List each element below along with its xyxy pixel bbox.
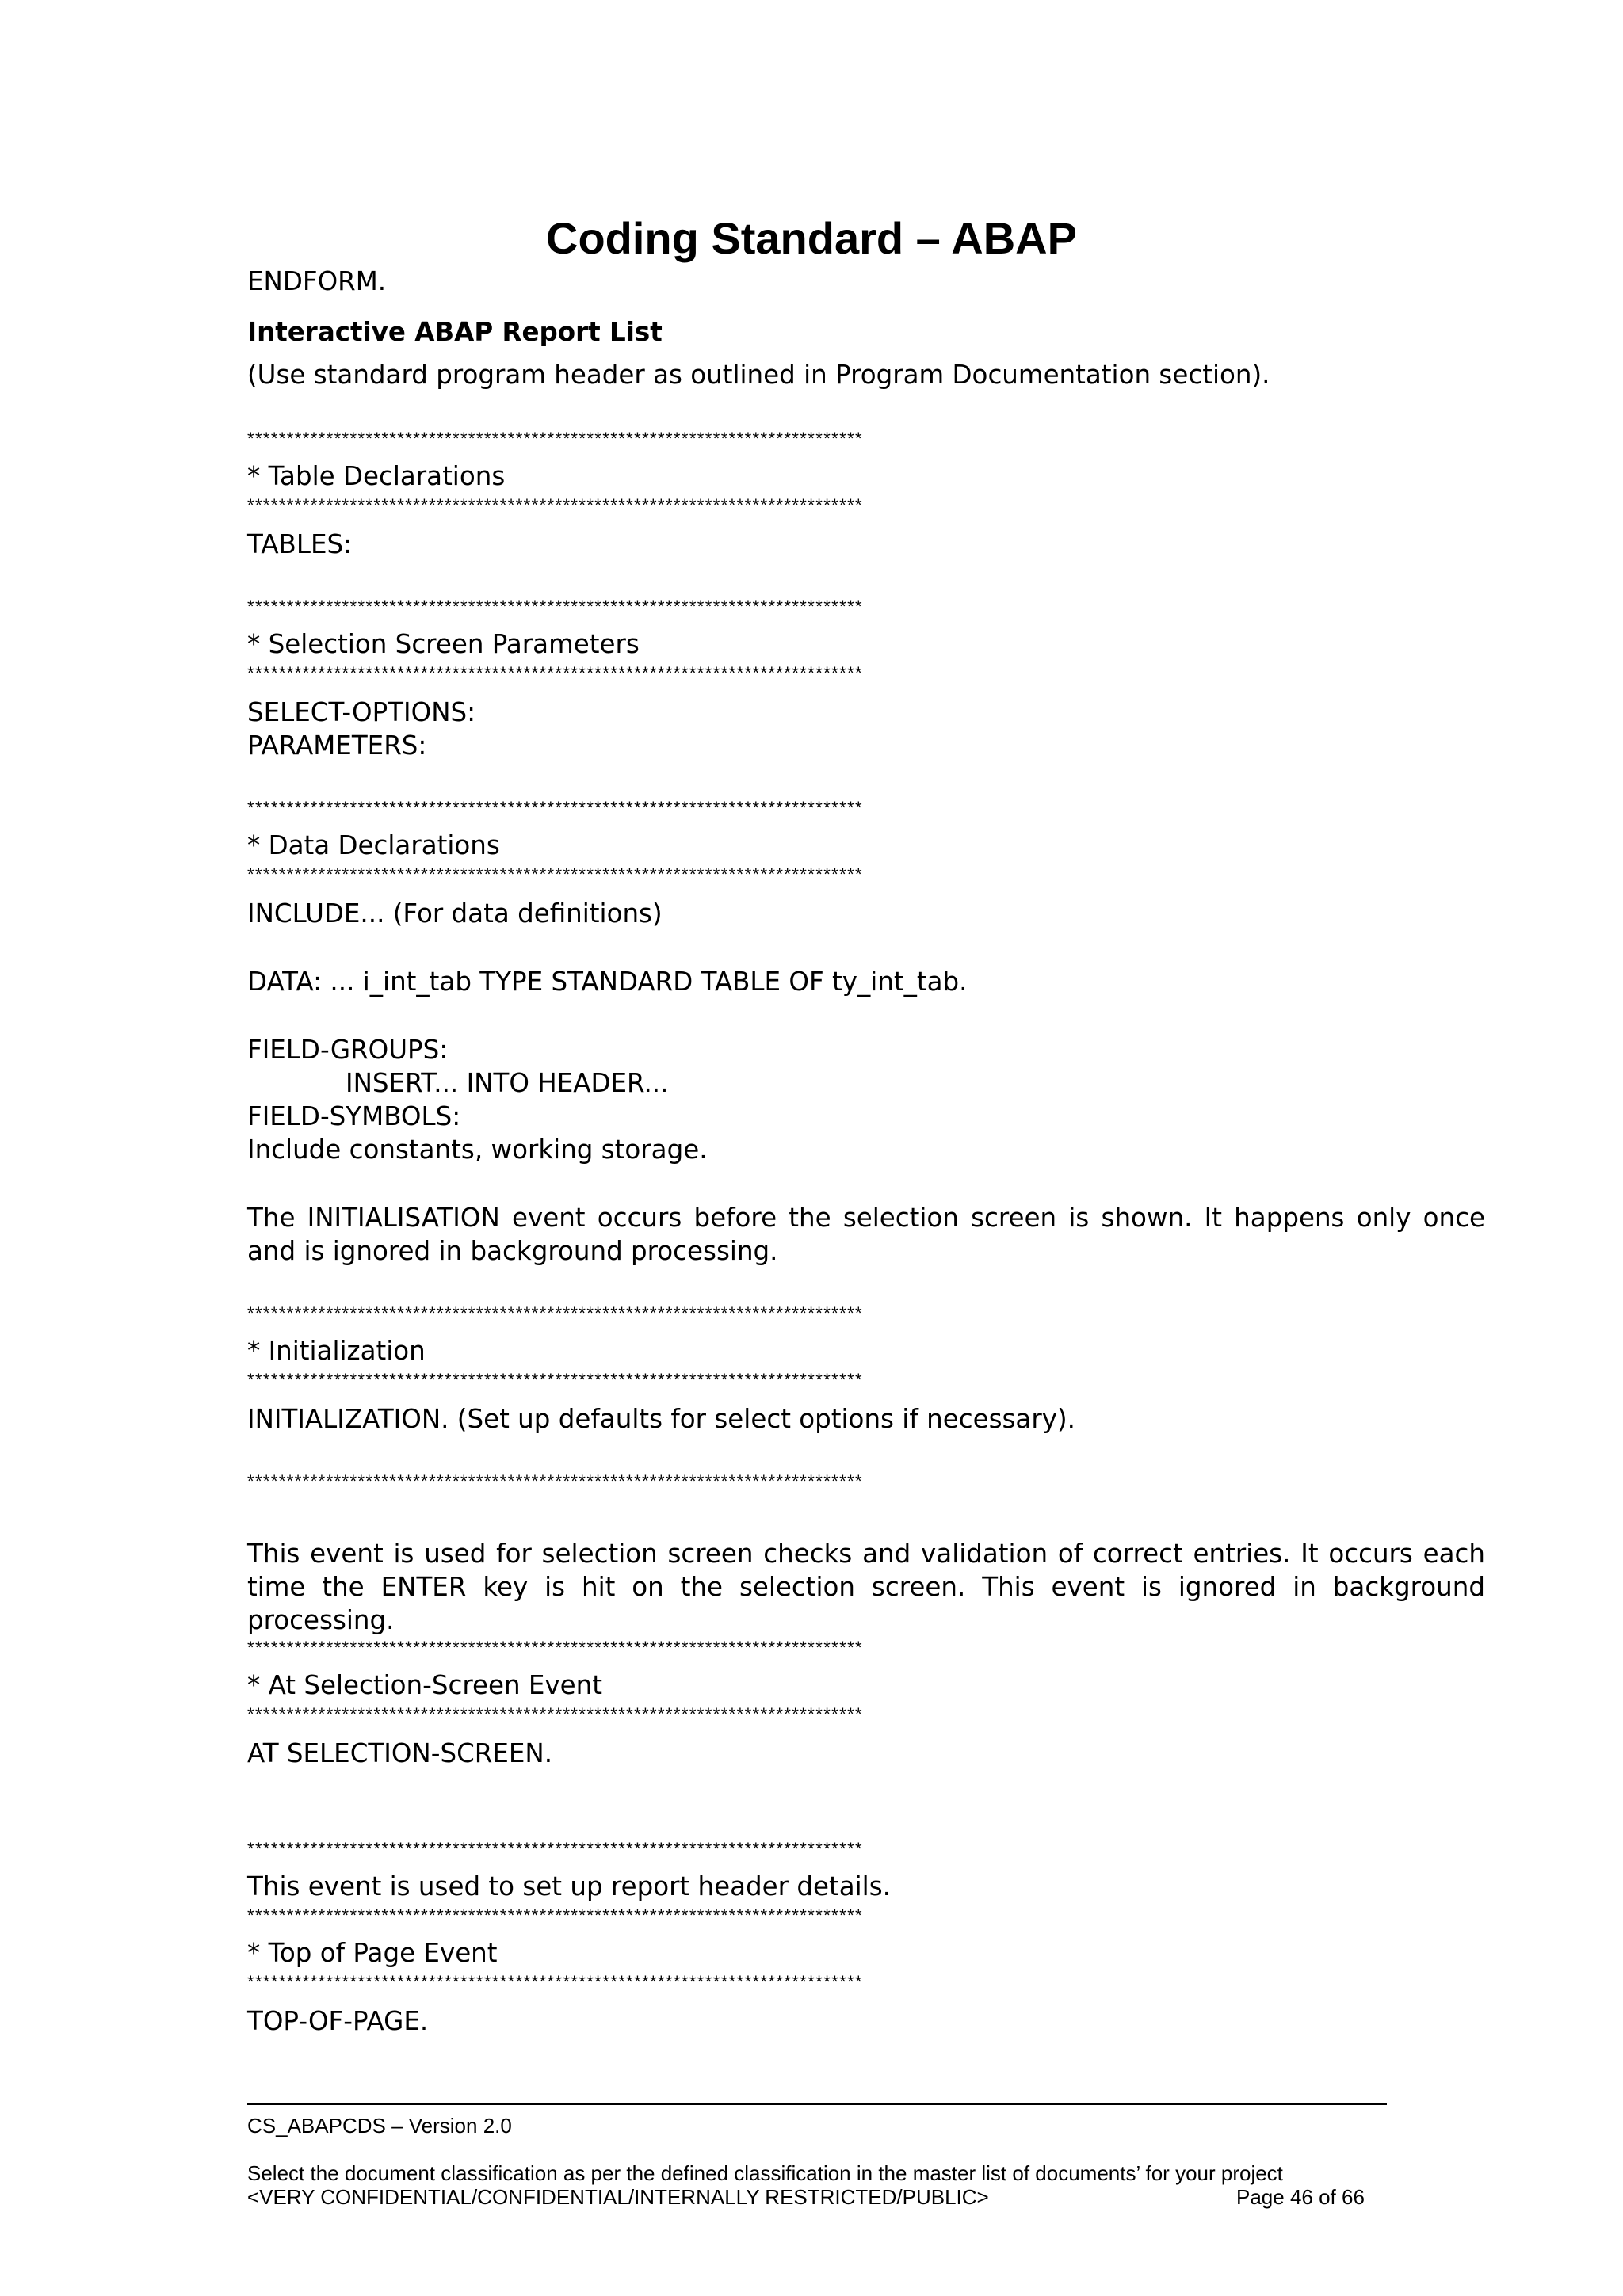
- separator: ******************************************************************************: [247, 429, 863, 448]
- top-of-page-line: TOP-OF-PAGE.: [247, 2006, 429, 2036]
- separator: ******************************************************************************: [247, 864, 863, 884]
- separator: ******************************************************************************: [247, 495, 863, 515]
- separator: ******************************************************************************: [247, 1972, 863, 1992]
- separator: ******************************************************************************: [247, 663, 863, 683]
- initialization-comment: * Initialization: [247, 1336, 426, 1366]
- selection-screen-comment: * Selection Screen Parameters: [247, 629, 640, 659]
- separator: ******************************************************************************: [247, 1370, 863, 1390]
- classification-options: <VERY CONFIDENTIAL/CONFIDENTIAL/INTERNALLY RESTRICTED/PUBLIC>: [247, 2185, 989, 2209]
- selection-screen-paragraph: This event is used for selection screen checks and validation of correct entries. It occurs each time the ENTER key is hit on the selection screen. This event is ignored in background processing.: [247, 1539, 1485, 1635]
- include-line: INCLUDE... (For data definitions): [247, 898, 663, 929]
- page-number: Page 46 of 66: [1236, 2185, 1365, 2209]
- doc-version: CS_ABAPCDS – Version 2.0: [247, 2114, 512, 2138]
- tables-line: TABLES:: [247, 529, 353, 559]
- field-groups-line: FIELD-GROUPS:: [247, 1035, 449, 1065]
- endform-line: ENDFORM.: [247, 266, 387, 296]
- at-selection-screen-line: AT SELECTION-SCREEN.: [247, 1738, 553, 1768]
- footer-divider: [247, 2103, 1387, 2105]
- select-options-line: SELECT-OPTIONS:: [247, 697, 476, 727]
- separator: ******************************************************************************: [247, 1905, 863, 1925]
- separator: ******************************************************************************: [247, 1303, 863, 1323]
- initialization-line: INITIALIZATION. (Set up defaults for select options if necessary).: [247, 1404, 1075, 1434]
- field-symbols-line: FIELD-SYMBOLS:: [247, 1101, 461, 1131]
- data-declarations-comment: * Data Declarations: [247, 830, 500, 860]
- separator: ******************************************************************************: [247, 1638, 863, 1657]
- classification-note: Select the document classification as per the defined classification in the master list of documents’ for your project: [247, 2161, 1283, 2185]
- separator: ******************************************************************************: [247, 597, 863, 616]
- separator: ******************************************************************************: [247, 798, 863, 818]
- data-line: DATA: ... i_int_tab TYPE STANDARD TABLE OF ty_int_tab.: [247, 967, 968, 997]
- page-title: Coding Standard – ABAP: [546, 213, 1077, 263]
- at-selection-screen-comment: * At Selection-Screen Event: [247, 1670, 602, 1700]
- table-declarations-comment: * Table Declarations: [247, 461, 506, 491]
- insert-line: INSERT... INTO HEADER...: [346, 1068, 669, 1098]
- top-of-page-comment: * Top of Page Event: [247, 1938, 498, 1968]
- initialisation-paragraph: The INITIALISATION event occurs before the selection screen is shown. It happens only once and is ignored in background processing.: [247, 1203, 1485, 1266]
- section-heading: Interactive ABAP Report List: [247, 317, 663, 347]
- separator: ******************************************************************************: [247, 1839, 863, 1859]
- top-of-page-paragraph: This event is used to set up report header details.: [247, 1871, 891, 1901]
- separator: ******************************************************************************: [247, 1704, 863, 1724]
- intro-line: (Use standard program header as outlined in Program Documentation section).: [247, 360, 1270, 390]
- include-constants-line: Include constants, working storage.: [247, 1135, 708, 1165]
- separator: ******************************************************************************: [247, 1471, 863, 1491]
- parameters-line: PARAMETERS:: [247, 730, 427, 761]
